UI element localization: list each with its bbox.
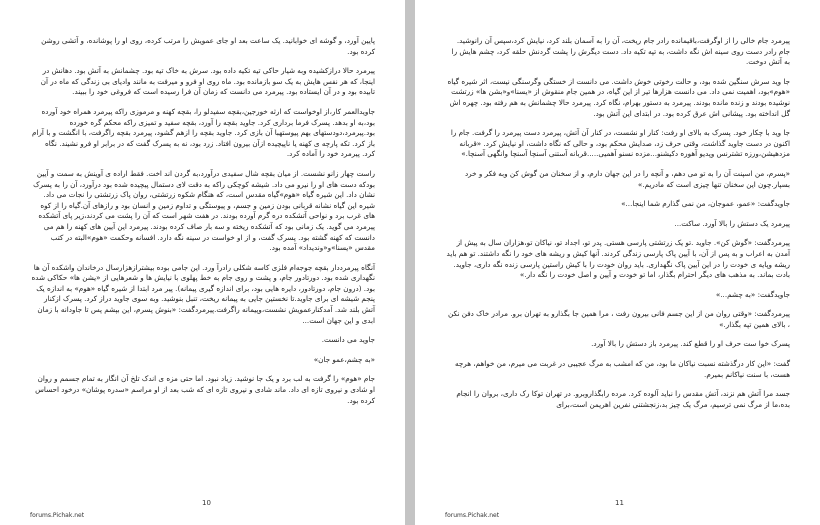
paragraph: پیرمرد حالا درازکشیده وبه شیار حاکی تیه تکیه داده بود. سرش به خاک تیه بود. چشمانش به آتش بود. دهانش در اینجا، که هر نفس هایش به یک سو بازمانده بود. ماه روی او فرو و میرفت به مانند وادیای بی زندگی که ماه در آن تابیده بود و در آن ایستاده بود. پیرمرد می دانست که زمان آن فرا رسیده است که فروغی خود را ببیند. [40, 66, 375, 97]
paragraph: جاویدگفت: «عمو، عموجان، من نمی گذارم شما اینجا...» [621, 199, 790, 209]
paragraph: پیرمردگفت: «گوش کن». جاوید .تو یک زرتشتی پارسی هستی. پدر تو، اجداد تو، نیاکان تو،هزاران سال به پیش از آمدن به اعراب و به پس از آن، با آیین پاک پارسی زندگی کردند. آنها کیش و ریشه های خود را نگه داشتند. تو هم باید ریشه وپایه ی خودت را در این آیین پاک نگهداری. باید روان خودت را با کیش راستین پارسی زنده نگه داری، جاوید. بادت بماند. به مذهب های دیگر احترام بگذار، اما تو خودت و آیین و اصل خودت را نگه دار.» [446, 238, 790, 280]
right-page [415, 0, 820, 525]
paragraph: پسرک خوا ست حرف او را قطع کند. پیرمرد باز دستش را بالا آورد. [591, 339, 790, 349]
paragraph: راست چهار زانو نشست. از میان بقچه شال سفیدی درآورد،به گردن اند اخت. فقط اراده ی آوینش به سمت و آیین بودکه دست های او را نیرو می داد. شیشه کوچکی راکه به دقت لای دستمال پیچیده شده بود درآورد، آن را به پسرک نشان داد. این شیره گیاه «هوم»گیاه مقدس است، که هنگام شکوه زرتشتی، روان پاک زرتشتی را نجات می داد. شیره این گیاه نشانه قربانی بودن زمین و جسم، و پیوستگی و تداوم زمین و انسان بود و رازهای آن.گیاه را از کوه های غرب برد و نواحی آتشکده دره گرم آورده بودند. در هفت شهر است که آن را پشت می کردند،زیر پای آتشکده پیرمرد می گوید. یک زمانی بود که آتشکده ریخته و سه بار صاف کرده بودند. پیرمرد این آیین های کهنه را هم می دانست که کهنه گشته بود. پسرک گفت، و از او خواست در سینه نگه دارد. افسانه وحکمت «هوم»البته در کتب مقدس «یسنا»و«وندیداد» آمده بود. [33, 168, 375, 253]
paragraph: پایین آورد، و گوشه ای خوابانید. یک ساعت بعد او جای عمویش را مرتب کرده، روی او را پوشانده، و آتشی روشن کرده بود. [41, 36, 375, 56]
page-footer: forums.Pichak.net [30, 512, 85, 519]
paragraph: پیرمردگفت: «وقتی روان من از این جسم فانی بیرون رفت ، مرا همین جا بگذارو به تهران برو. مرادر خاک دفن نکن ، بالای همین تپه بگذار.» [448, 309, 790, 329]
paragraph: جاویدگفت: «به چشم...» [715, 289, 790, 299]
left-page-content [30, 36, 375, 406]
paragraph: «پسرم، من اسپنت آن را به تو می دهم، و آنچه را در این جهان دارم، و از سخنان من گوش کن وبه فکر و خرد بسپار.چون این سخنان تنها چیزی است که مادریم.» [464, 168, 790, 189]
right-page-content [445, 36, 790, 410]
paragraph: جا وید سرش سنگین شده بود، و حالت رخوتی خوش داشت. می دانست از خستگی وگرسنگی نیست، اثر شیره گیاه «هوم»بود، اهمیت نمی داد. می دانست هزارها تیر از این گیاه، در همین جام منقوش از «یسنا»و«بشن ها» زرتشت نوشیده بودند و زنده مانده بودند. پیرمرد به دستور بهرام، نگاه کرد. پیرمرد حالا چشمانش به هم رفته بود. چهره اش گل انداخته بود. پیشانی اش عرق کرده بود. در ابتدای این آتش بود. [447, 76, 790, 118]
paragraph: جا وید با چکار خود. پسرک به بالای او رفت: کنار او نشست، در کنار آن آتش، پیرمرد دست پیرمرد را گرفت. جام را اکنون در دست جاوید گذاشت، وقتی حرف زد، صدایش محکم بود، و حالی که نگاه داشت، او نیایش کرد. «قربانه مزدهیشن،ورزه تشترنس وپدیو آهوره دکیشنو...مزده نسنو آهمیی.....قربانه آستنی آسنچا آسنچا وانگهی آسنچا.» [450, 128, 790, 159]
paragraph: جاوید می دانست. [321, 335, 375, 345]
page-number: 11 [615, 499, 624, 507]
paragraph: پیرمرد یک دستش را بالا آورد. ساکت... [674, 218, 790, 228]
paragraph: «به چشم،عمو جان» [313, 354, 375, 364]
paragraph: پیرمرد جام خالی را از اوگرفت،باقیمانده رادر جام ریخت، آن را به آسمان بلند کرد، نیایش کرد،سپس آن رانوشید. جام رادر دست روی سینه اش نگه داشت، به تپه تکیه داد. دست دیگرش را پشت گردنش حلقه کرد، چشم هایش را به آتش دوخت. [451, 36, 790, 67]
paragraph: گفت: «این کار درگذشته نسبت نیاکان ما بود، من که امشب به مرگ عجیبی در غربت می میرم، من خواهم، هرچه هست، با سنت نیاکانم بمیرم. [455, 359, 790, 379]
page-number: 10 [202, 499, 211, 507]
left-page [0, 0, 405, 525]
paragraph: جسد مرا آتش هم نزند، آتش مقدس را نباید آلوده کرد. مرده رابگذاروبرو. در تهران توکا رک داری، بروان را انجام بده،ما از مرگ نمی ترسیم، مرگ یک چیز بد،زنجشتنی نفرین اهریمن است،برای [456, 389, 790, 409]
page-footer: forums.Pichak.net [445, 512, 500, 519]
paragraph: جاویدالعمر کار،از اوخواست که ارثه خورجین،بقچه سفیدلو را، بقچه کهنه و مرموزی راکه پیرمرد همراه خود آورده بود،به او بدهد. پسرک فرما برداری کرد. جاوید بقچه را آورد، بقچه سفید و تمیزی راکه محکم گره خورده بود.پیرمرد،دودستهای بهم پیوستهبا آن بازی کرد. جاوید بقچه را ازهم گشود، پیرمرد بقچه راگرفت، با انگشت و با آرام باز کرد. تکه پارچه ی کهنه یا ناپیچیده ازآن بیرون افتاد. زرد بود، نه به پسرک گفت که در برابر او فرو نشیند. نگاه کرد. پیرمرد خود را آماده کرد. [32, 106, 375, 159]
paragraph: جام «هوم» را گرفت به لب برد و یک جا نوشید. زیاد نبود. اما حتی مزه ی اندک تلخ آن انگار به تمام جسمم و روان او شادی و نیروی تازه ای داد. ماند شادی و نیروی تازه ای که شب بعد از او مراسم «سدره پوشان» درخود احساس کرده بود. [35, 374, 375, 405]
paragraph: آنگاه پیرمرددار بقچه جوجه‌ام فلزی کاسه شکلی رادرآ ورد. این جامی بوده بیشترازهزارسال درخاندان واشکده آن ها نگهداری شده بود. دورتادور جام، و پشت و روی جام به خط پهلوی با نیایش ها و شعرهایی از «یشن ها» حکاکی شده بود. (درون جام، دورتادور، دایره هایی بود، برای اندازه گیری پیمانه). پیر مرد ابتدا از شیره گیاه «هوم» به اندازه یک پنجم شیشه ای برای جاوید.تا نخستین جایی به پیمانه ریخت، تنبل بنوشید. وبه سوی جاوید دراز کرد. پسرک ازکنار آتش بلند شد. آمدکنارعمویش نشست،وپیمانه راگرفت.پیرمردگفت: «بنوش پسرم، این بپشم پس تا جاودانه با زمان ابدی و این جهان است... [31, 262, 375, 325]
